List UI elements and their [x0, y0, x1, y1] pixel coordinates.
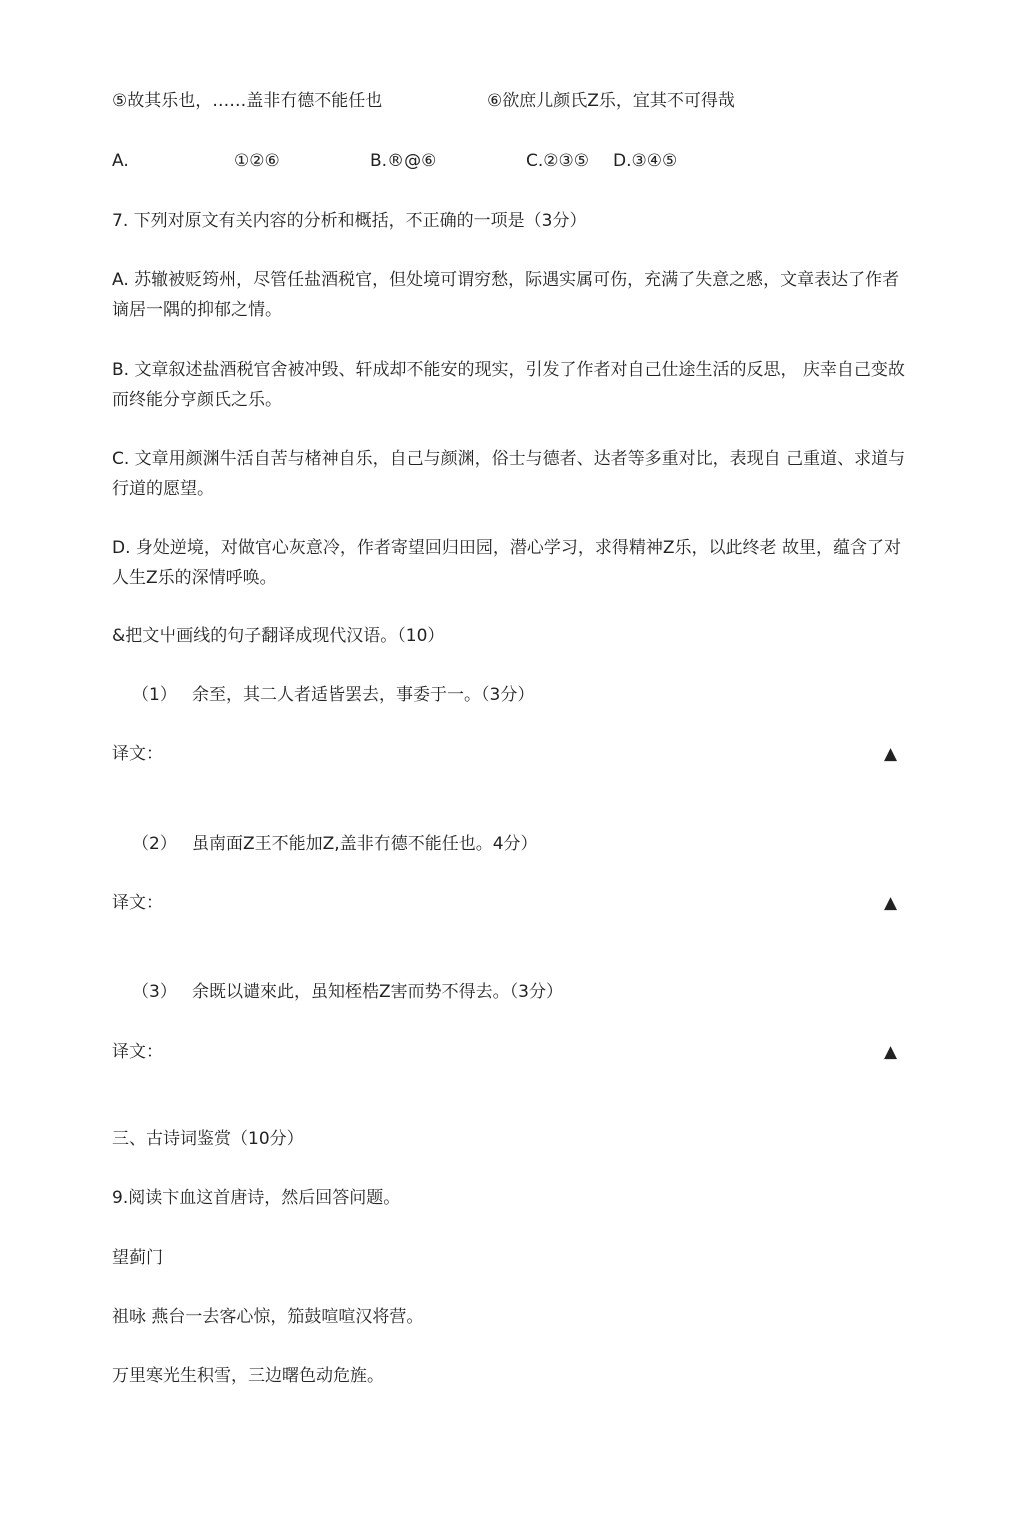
sentence-3: 余既以谴來此，虽知桎梏Z害而势不得去。（3分）: [192, 982, 563, 1002]
section-3-heading: 三、古诗词鉴赏（10分）: [112, 1129, 304, 1149]
question-7-option-a: A. 苏辙被贬筠州，尽管任盐酒税官，但处境可谓穷愁，际遇实属可伤，充满了失意之慼，文章表达了作者谪居一隅的抑郁之情。: [112, 270, 900, 320]
poem-title: 望蓟门: [112, 1248, 163, 1268]
answer-1-mark-icon: ▲: [884, 744, 898, 764]
sentence-3-number: （3）: [132, 982, 177, 1002]
choice-d: D.③④⑤: [613, 151, 678, 171]
sentence-1: 余至，其二人者适皆罢去，事委于一。（3分）: [192, 685, 535, 705]
question-8: &把文屮画线的句子翻译成现代汉语。（10）: [112, 626, 445, 646]
question-7-option-b: B. 文章叙述盐酒税官舍被冲毁、轩成却不能安的现实，引发了作者对自己仕途生活的反思， 庆幸自己变故而终能分亨颜氏之乐。: [112, 360, 905, 410]
choice-c: C.②③⑤: [526, 151, 589, 171]
option-line-5: ⑤故其乐也，……盖非冇德不能任也: [112, 91, 383, 111]
choice-a-label: A.: [112, 151, 129, 171]
answer-2-mark-icon: ▲: [884, 893, 898, 913]
translation-3-label: 译文：: [112, 1042, 163, 1062]
answer-3-mark-icon: ▲: [884, 1042, 898, 1062]
sentence-2: 虽南面Z王不能加Z,盖非冇德不能任也。4分）: [192, 834, 538, 854]
poem-line-2: 万里寒光生积雪，三边曙色动危旌。: [112, 1366, 384, 1386]
sentence-2-number: （2）: [132, 834, 177, 854]
choice-b: B.®@⑥: [370, 151, 437, 171]
translation-2-label: 译文：: [112, 893, 163, 913]
translation-1-label: 译文：: [112, 744, 163, 764]
sentence-1-number: （1）: [132, 685, 177, 705]
question-7-option-c: C. 文章用颜渊牛活自苦与楮神自乐，自己与颜渊，俗士与德者、达者等多重对比，表现自 己重道、求道与行道的愿望。: [112, 449, 906, 499]
option-line-6: ⑥欲庶儿颜氏Z乐，宜其不可得哉: [487, 91, 735, 111]
question-7-option-d: D. 身处逆境，对做官心灰意冷，作者寄望回归田园，潜心学习，求得精神Z乐，以此终老 故里，蕴含了对人生Z乐的深情呼唤。: [112, 538, 901, 588]
poem-line-1: 祖咏 燕台一去客心惊，笳鼓喧喧汉将营。: [112, 1307, 424, 1327]
question-9: 9.阅读卞血这首唐诗，然后回答问题。: [112, 1188, 401, 1208]
choice-a-value: ①②⑥: [234, 151, 280, 171]
question-7: 7. 下列对原文有关内容的分析和概括，不正确的一项是（3分）: [112, 211, 587, 231]
